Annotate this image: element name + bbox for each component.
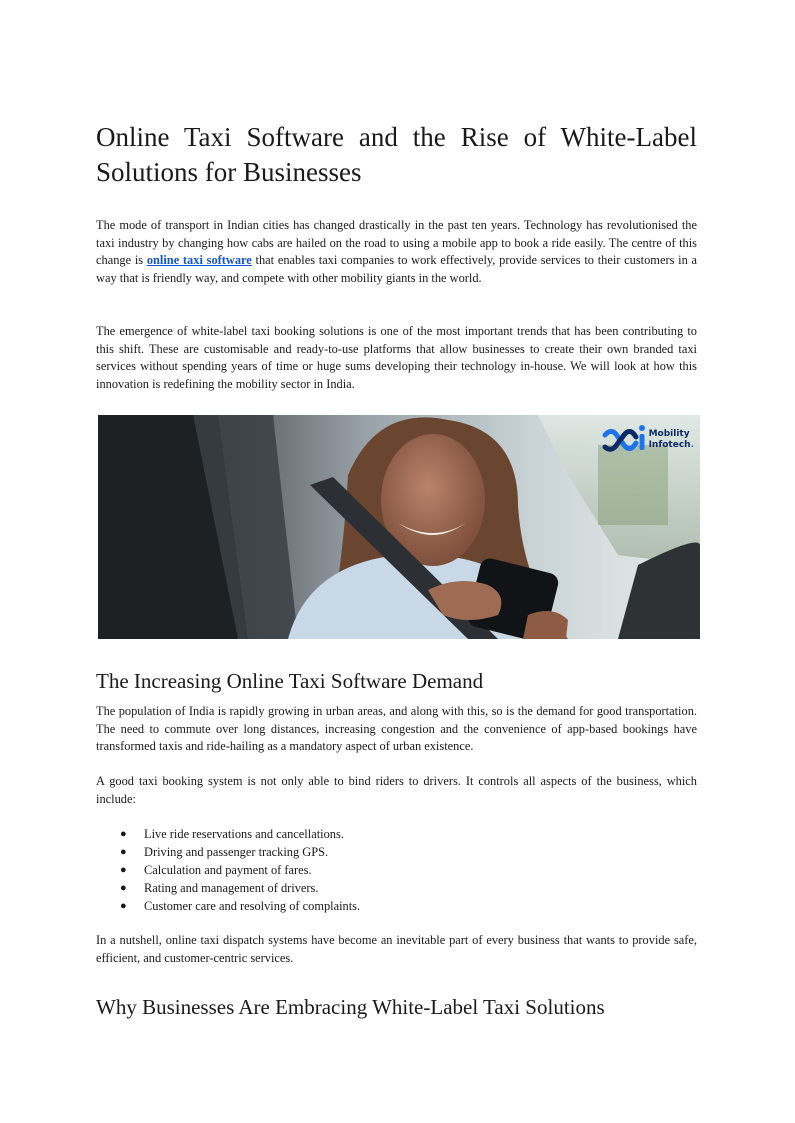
intro-paragraph (96, 217, 697, 287)
list-item (96, 844, 697, 862)
list-item (96, 880, 697, 898)
page-title: Online Taxi Software and the Rise of White-Label Solutions for Businesses (96, 122, 697, 187)
list-item-text: Rating and management of drivers. (144, 880, 319, 895)
list-item (96, 862, 697, 880)
intro-text-before-link: The mode of transport in Indian cities has changed drastically in the past ten years. Technology has revolutionised the taxi industry by changing how cabs are hailed on the road to using a mobile app to book a ride easily. The centre of this change is (96, 218, 697, 268)
logo-word-mobility: Mobility (648, 429, 690, 439)
bullet-icon: ● (120, 899, 127, 912)
logo-word-infotech-line (649, 440, 694, 451)
hero-image-woman-using-phone-in-taxi (98, 415, 700, 639)
demand-paragraph-1: The population of India is rapidly growing in urban areas, and along with this, so is the demand for good transportation. The need to commute over long distances, increasing congestion and the convenience of app-based bookings have transformed taxis and ride-hailing as a mandatory aspect of urban existence. (96, 704, 697, 754)
list-item-text: Driving and passenger tracking GPS. (144, 844, 329, 859)
list-item (96, 826, 697, 844)
mobility-infotech-logo-mark-icon (602, 423, 646, 457)
online-taxi-software-link[interactable]: online taxi software (146, 253, 252, 268)
logo-word-infotech: Infotech (648, 440, 691, 450)
logo-dot: . (690, 440, 694, 450)
list-item-text: Calculation and payment of fares. (144, 862, 312, 877)
demand-paragraph-3: In a nutshell, online taxi dispatch systems have become an inevitable part of every business that wants to provide safe, efficient, and customer-centric services. (96, 933, 697, 965)
bullet-icon: ● (120, 881, 127, 894)
list-item (96, 898, 697, 916)
bullet-icon: ● (120, 863, 127, 876)
section-heading-white-label: Why Businesses Are Embracing White-Label Taxi Solutions (96, 995, 605, 1019)
section-heading-demand: The Increasing Online Taxi Software Demand (96, 669, 484, 693)
feature-bullet-list (96, 826, 697, 916)
intro-text-after-link: that enables taxi companies to work effectively, provide services to their customers in a way that is friendly way, and compete with other mobility giants in the world. (96, 253, 697, 285)
demand-paragraph-2: A good taxi booking system is not only able to bind riders to drivers. It controls all aspects of the business, which include: (96, 774, 697, 806)
list-item-text: Live ride reservations and cancellations. (144, 827, 344, 841)
bullet-icon: ● (120, 845, 127, 858)
logo-wordmark (649, 429, 694, 451)
white-label-paragraph: The emergence of white-label taxi booking solutions is one of the most important trends that has been contributing to this shift. These are customisable and ready-to-use platforms that allow businesses to create their own branded taxi services without spending years of time or huge sums developing their technology in-house. We will look at how this innovation is redefining the mobility sector in India. (96, 324, 697, 391)
list-item-text: Customer care and resolving of complaints. (144, 898, 361, 913)
bullet-icon: ● (120, 828, 127, 840)
mobility-infotech-logo (602, 423, 694, 457)
